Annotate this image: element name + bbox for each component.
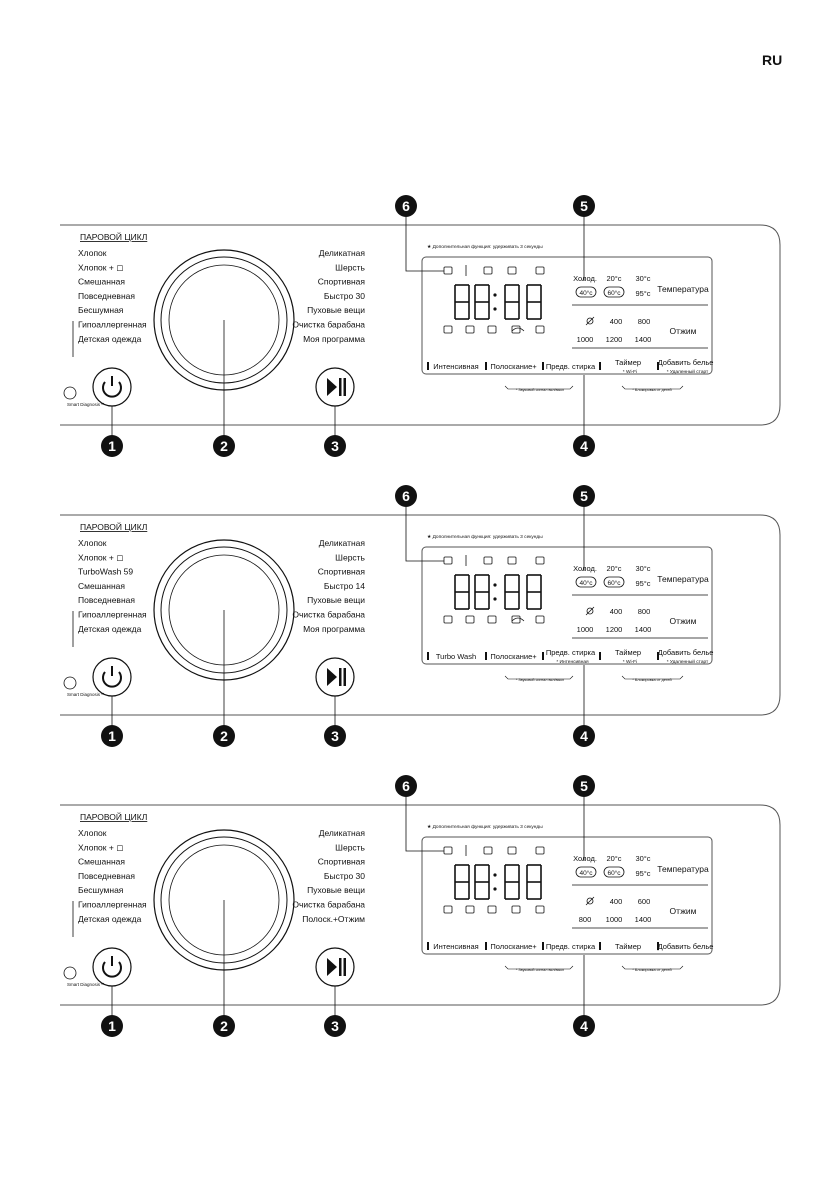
language-code: RU [762, 52, 783, 68]
footnote-sound: * Звуковой сигнал вкл/выкл [515, 388, 565, 392]
program-label-right[interactable]: Спортивная [317, 566, 365, 577]
option-button[interactable]: Предв. стирка [545, 648, 596, 657]
option-button[interactable]: Интенсивная [433, 362, 479, 371]
callout-number: 2 [220, 1018, 228, 1034]
program-label-left[interactable]: Детская одежда [78, 623, 142, 634]
display-colon [493, 583, 496, 586]
spin-label: 1400 [634, 335, 652, 344]
status-icon [466, 616, 474, 623]
course-icon [444, 847, 452, 854]
temperature-button[interactable]: Температура [657, 864, 709, 874]
pause-icon [339, 668, 342, 686]
footnote-sound: * Звуковой сигнал вкл/выкл [515, 678, 565, 682]
program-label-right[interactable]: Быстро 14 [323, 580, 365, 591]
program-label-left[interactable]: Бесшумная [78, 885, 124, 896]
option-button[interactable]: Полоскание+ [490, 652, 537, 661]
callout-number: 4 [580, 728, 588, 744]
program-label-right[interactable]: Пуховые вещи [307, 595, 365, 606]
button-indicator [427, 362, 429, 370]
spin-label: 800 [637, 607, 651, 616]
program-label-right[interactable]: Пуховые вещи [307, 305, 365, 316]
callout-number: 2 [220, 438, 228, 454]
button-indicator [485, 942, 487, 950]
panel-outline [60, 225, 780, 425]
power-button[interactable] [93, 658, 131, 696]
button-indicator [485, 362, 487, 370]
program-label-right[interactable]: Шерсть [335, 842, 365, 853]
button-indicator [599, 652, 601, 660]
program-label-left[interactable]: Повседневная [78, 290, 135, 301]
play-icon [327, 378, 337, 396]
temp-label: 95°c [635, 579, 651, 588]
power-button[interactable] [93, 368, 131, 406]
spin-label: 1000 [576, 625, 594, 634]
smart-diagnosis-label: Smart Diagnosis™ [67, 692, 105, 697]
program-label-left[interactable]: Смешанная [78, 580, 125, 591]
option-button-sub: * Удаленный старт [666, 370, 709, 375]
option-button[interactable]: Предв. стирка [545, 942, 596, 951]
display-box [422, 257, 712, 374]
program-label-right[interactable]: Спортивная [317, 856, 365, 867]
button-indicator [542, 362, 544, 370]
time-display [0, 0, 541, 899]
callout-number: 3 [331, 438, 339, 454]
option-button-sub: * Интенсивная [556, 660, 589, 665]
course-icon [484, 847, 492, 854]
course-icon [508, 847, 516, 854]
temperature-button[interactable]: Температура [657, 284, 709, 294]
play-icon [327, 668, 337, 686]
status-icon [444, 326, 452, 333]
power-button[interactable] [93, 948, 131, 986]
wifi-icon [512, 328, 524, 331]
spin-label: 1000 [576, 335, 594, 344]
play-icon [327, 958, 337, 976]
option-button[interactable]: Предв. стирка [545, 362, 596, 371]
temp-label: 40°c [579, 870, 593, 877]
spin-label: 400 [609, 897, 623, 906]
temp-label: 40°c [579, 290, 593, 297]
program-label-left[interactable]: Хлопок [78, 828, 107, 838]
option-button[interactable]: Полоскание+ [490, 942, 537, 951]
temp-label: 30°c [635, 564, 651, 573]
spin-label: 1200 [605, 625, 623, 634]
spin-button[interactable]: Отжим [669, 616, 697, 626]
callout-number: 4 [580, 438, 588, 454]
program-label-left[interactable]: Хлопок + ◻ [78, 262, 124, 273]
option-button[interactable]: Добавить белье [657, 648, 714, 657]
option-button[interactable]: Таймер [614, 648, 642, 657]
program-label-left[interactable]: Хлопок + ◻ [78, 842, 124, 853]
panel-outline [60, 805, 780, 1005]
spin-label: 400 [609, 317, 623, 326]
program-label-right[interactable]: Шерсть [335, 552, 365, 563]
program-label-left[interactable]: Детская одежда [78, 913, 142, 924]
program-label-right[interactable]: Полоск.+Отжим [302, 913, 365, 924]
panel-outline [60, 515, 780, 715]
option-button-sub: * Wi-Fi [622, 660, 638, 665]
temp-label: 95°c [635, 289, 651, 298]
program-label-right[interactable]: Быстро 30 [323, 290, 365, 301]
display-colon [493, 307, 496, 310]
callout-number: 5 [580, 198, 588, 214]
program-label-right[interactable]: Деликатная [318, 828, 365, 838]
spin-label: 1400 [634, 625, 652, 634]
course-icon [536, 557, 544, 564]
option-button[interactable]: Таймер [614, 942, 642, 951]
course-icon [508, 267, 516, 274]
program-label-left[interactable]: Хлопок [78, 538, 107, 548]
display-colon [493, 887, 496, 890]
status-icon [444, 906, 452, 913]
spin-label: 800 [578, 915, 592, 924]
spin-label: 400 [609, 607, 623, 616]
callout-number: 5 [580, 778, 588, 794]
callout-number: 3 [331, 1018, 339, 1034]
callout-number: 6 [402, 488, 410, 504]
button-indicator [599, 362, 601, 370]
option-button-sub: * Удаленный старт [666, 660, 709, 665]
status-icon [536, 616, 544, 623]
status-icon [536, 326, 544, 333]
program-label-left[interactable]: Гипоаллергенная [78, 319, 147, 330]
option-button[interactable]: Таймер [614, 358, 642, 367]
footnote-hold: ★ Дополнительная функция: удерживать 3 секунды [427, 535, 543, 540]
spin-label: 600 [637, 897, 651, 906]
program-label-left[interactable]: Повседневная [78, 870, 135, 881]
temp-label: Холод. [573, 274, 597, 283]
program-label-right[interactable]: Очистка барабана [292, 319, 365, 330]
program-label-left[interactable]: Хлопок + ◻ [78, 552, 124, 563]
program-label-right[interactable]: Быстро 30 [323, 870, 365, 881]
course-icon [536, 267, 544, 274]
smart-diagnosis-icon [64, 677, 76, 689]
button-indicator [542, 942, 544, 950]
display-colon [493, 873, 496, 876]
program-label-right[interactable]: Моя программа [303, 623, 365, 634]
callout-number: 5 [580, 488, 588, 504]
temp-label: 30°c [635, 854, 651, 863]
temp-label: Холод. [573, 564, 597, 573]
course-icon [508, 557, 516, 564]
temp-label: 20°c [606, 854, 622, 863]
pause-icon [344, 378, 347, 396]
temperature-button[interactable]: Температура [657, 574, 709, 584]
display-colon [493, 293, 496, 296]
program-label-left[interactable]: Повседневная [78, 595, 135, 606]
option-button-sub: * Wi-Fi [622, 370, 638, 375]
course-icon [484, 267, 492, 274]
status-icon [488, 906, 496, 913]
program-label-left[interactable]: Хлопок [78, 248, 107, 258]
footnote-lock: * Блокировка от детей [632, 678, 672, 682]
callout-number: 1 [108, 1018, 116, 1034]
status-icon [466, 326, 474, 333]
temp-label: 60°c [607, 870, 621, 877]
button-indicator [427, 942, 429, 950]
program-label-right[interactable]: Деликатная [318, 248, 365, 258]
temp-label: 20°c [606, 564, 622, 573]
callout-number: 6 [402, 778, 410, 794]
program-label-left[interactable]: Детская одежда [78, 333, 142, 344]
panel-title: ПАРОВОЙ ЦИКЛ [80, 522, 148, 532]
spin-button[interactable]: Отжим [669, 326, 697, 336]
button-indicator [542, 652, 544, 660]
option-button[interactable]: Интенсивная [433, 942, 479, 951]
footnote-hold: ★ Дополнительная функция: удерживать 3 секунды [427, 825, 543, 830]
option-button[interactable]: Добавить белье [657, 942, 714, 951]
panel-1 [0, 0, 783, 457]
status-icon [444, 616, 452, 623]
footnote-hold: ★ Дополнительная функция: удерживать 3 секунды [427, 245, 543, 250]
button-indicator [599, 942, 601, 950]
program-label-right[interactable]: Спортивная [317, 276, 365, 287]
program-label-left[interactable]: Смешанная [78, 856, 125, 867]
status-icon [536, 906, 544, 913]
smart-diagnosis-icon [64, 387, 76, 399]
panel-title: ПАРОВОЙ ЦИКЛ [80, 812, 148, 822]
temp-label: 30°c [635, 274, 651, 283]
program-label-right[interactable]: Деликатная [318, 538, 365, 548]
temp-label: 60°c [607, 290, 621, 297]
program-label-left[interactable]: TurboWash 59 [78, 566, 134, 577]
smart-diagnosis-icon [64, 967, 76, 979]
program-label-right[interactable]: Шерсть [335, 262, 365, 273]
status-icon [488, 326, 496, 333]
display-box [422, 547, 712, 664]
program-label-left[interactable]: Гипоаллергенная [78, 609, 147, 620]
course-icon [484, 557, 492, 564]
program-label-right[interactable]: Пуховые вещи [307, 885, 365, 896]
program-label-left[interactable]: Бесшумная [78, 305, 124, 316]
pause-icon [344, 958, 347, 976]
pause-icon [339, 958, 342, 976]
spin-label: 1400 [634, 915, 652, 924]
callout-number: 1 [108, 438, 116, 454]
program-label-right[interactable]: Очистка барабана [292, 899, 365, 910]
temp-label: 20°c [606, 274, 622, 283]
option-button[interactable]: Полоскание+ [490, 362, 537, 371]
status-icon [488, 616, 496, 623]
course-icon [444, 267, 452, 274]
course-icon [536, 847, 544, 854]
program-label-right[interactable]: Моя программа [303, 333, 365, 344]
pause-icon [339, 378, 342, 396]
callout-number: 6 [402, 198, 410, 214]
callout-number: 4 [580, 1018, 588, 1034]
status-icon [466, 906, 474, 913]
footnote-lock: * Блокировка от детей [632, 388, 672, 392]
pause-icon [344, 668, 347, 686]
spin-button[interactable]: Отжим [669, 906, 697, 916]
spin-label: 1000 [605, 915, 623, 924]
callout-number: 2 [220, 728, 228, 744]
program-label-right[interactable]: Очистка барабана [292, 609, 365, 620]
option-button[interactable]: Добавить белье [657, 358, 714, 367]
wifi-icon [512, 618, 524, 621]
smart-diagnosis-label: Smart Diagnosis™ [67, 982, 105, 987]
callout-number: 3 [331, 728, 339, 744]
spin-label: 1200 [605, 335, 623, 344]
display-colon [493, 597, 496, 600]
footnote-lock: * Блокировка от детей [632, 968, 672, 972]
button-indicator [485, 652, 487, 660]
temp-label: 60°c [607, 580, 621, 587]
course-icon [444, 557, 452, 564]
temp-label: 95°c [635, 869, 651, 878]
temp-label: Холод. [573, 854, 597, 863]
status-icon [512, 906, 520, 913]
option-button[interactable]: Turbo Wash [435, 652, 477, 661]
smart-diagnosis-label: Smart Diagnosis™ [67, 402, 105, 407]
program-label-left[interactable]: Гипоаллергенная [78, 899, 147, 910]
temp-label: 40°c [579, 580, 593, 587]
display-box [422, 837, 712, 954]
panel-title: ПАРОВОЙ ЦИКЛ [80, 232, 148, 242]
footnote-sound: * Звуковой сигнал вкл/выкл [515, 968, 565, 972]
program-label-left[interactable]: Смешанная [78, 276, 125, 287]
button-indicator [427, 652, 429, 660]
spin-label: 800 [637, 317, 651, 326]
callout-number: 1 [108, 728, 116, 744]
